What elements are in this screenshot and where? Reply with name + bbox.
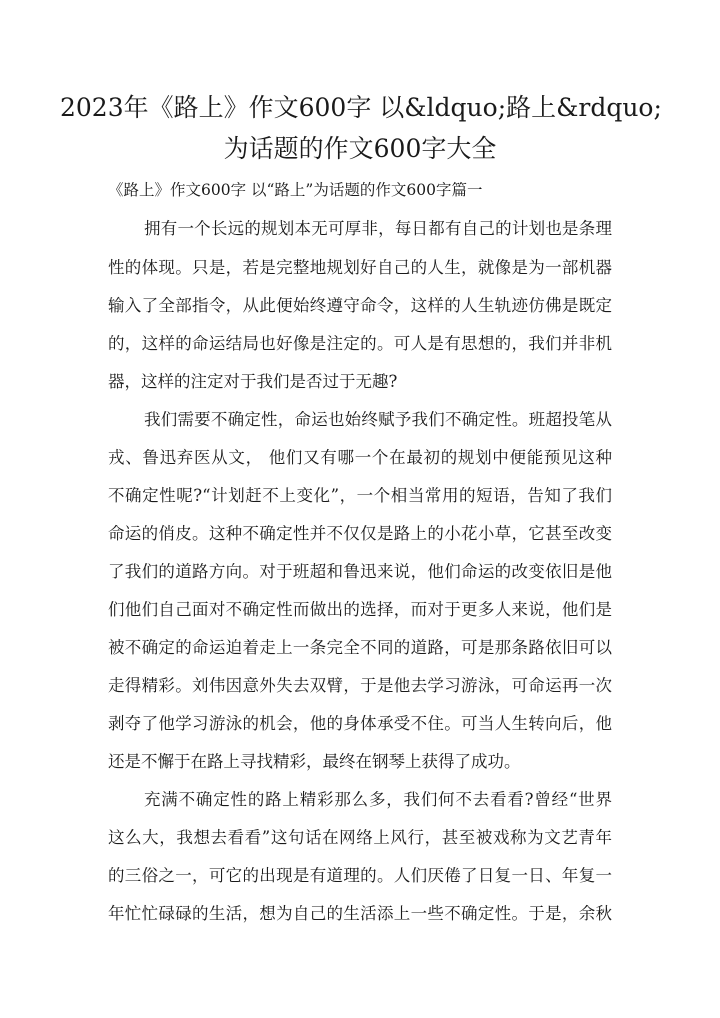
body-line: 剥夺了他学习游泳的机会，他的身体承受不住。可当人生转向后，他	[108, 714, 612, 733]
body-line: 输入了全部指令，从此便始终遵守命令，这样的人生轨迹仿佛是既定	[108, 296, 612, 315]
body-line: 还是不懈于在路上寻找精彩，最终在钢琴上获得了成功。	[108, 752, 521, 771]
body-line: 们他们自己面对不确定性而做出的选择，而对于更多人来说，他们是	[108, 600, 612, 619]
body-line: 性的体现。只是，若是完整地规划好自己的人生，就像是为一部机器	[108, 258, 612, 277]
body-line: 的，这样的命运结局也好像是注定的。可人是有思想的，我们并非机	[108, 334, 612, 353]
body-line: 充满不确定性的路上精彩那么多，我们何不去看看?曾经“世界	[144, 790, 612, 809]
body-line: 不确定性呢?“计划赶不上变化”，一个相当常用的短语，告知了我们	[108, 486, 612, 505]
body-line: 的三俗之一，可它的出现是有道理的。人们厌倦了日复一日、年复一	[108, 866, 612, 885]
body-line: 器，这样的注定对于我们是否过于无趣?	[108, 372, 398, 391]
body-line: 我们需要不确定性，命运也始终赋予我们不确定性。班超投笔从	[144, 410, 612, 429]
body-line: 拥有一个长远的规划本无可厚非，每日都有自己的计划也是条理	[144, 219, 612, 238]
body-line: 命运的俏皮。这种不确定性并不仅仅是路上的小花小草，它甚至改变	[108, 524, 612, 543]
document-title-line-1: 2023年《路上》作文600字 以&ldquo;路上&rdquo;	[60, 93, 662, 122]
body-line: 这么大，我想去看看”这句话在网络上风行，甚至被戏称为文艺青年	[108, 828, 612, 847]
body-line: 年忙忙碌碌的生活，想为自己的生活添上一些不确定性。于是，余秋	[108, 904, 612, 923]
body-line: 被不确定的命运迫着走上一条完全不同的道路，可是那条路依旧可以	[108, 638, 612, 657]
document-title-line-2: 为话题的作文600字大全	[223, 134, 497, 163]
body-line: 走得精彩。刘伟因意外失去双臂，于是他去学习游泳，可命运再一次	[108, 676, 612, 695]
body-line: 了我们的道路方向。对于班超和鲁迅来说，他们命运的改变依旧是他	[108, 562, 612, 581]
section-heading: 《路上》作文600字 以“路上”为话题的作文600字篇一	[108, 181, 483, 199]
body-line: 戎、鲁迅弃医从文， 他们又有哪一个在最初的规划中便能预见这种	[108, 448, 612, 467]
